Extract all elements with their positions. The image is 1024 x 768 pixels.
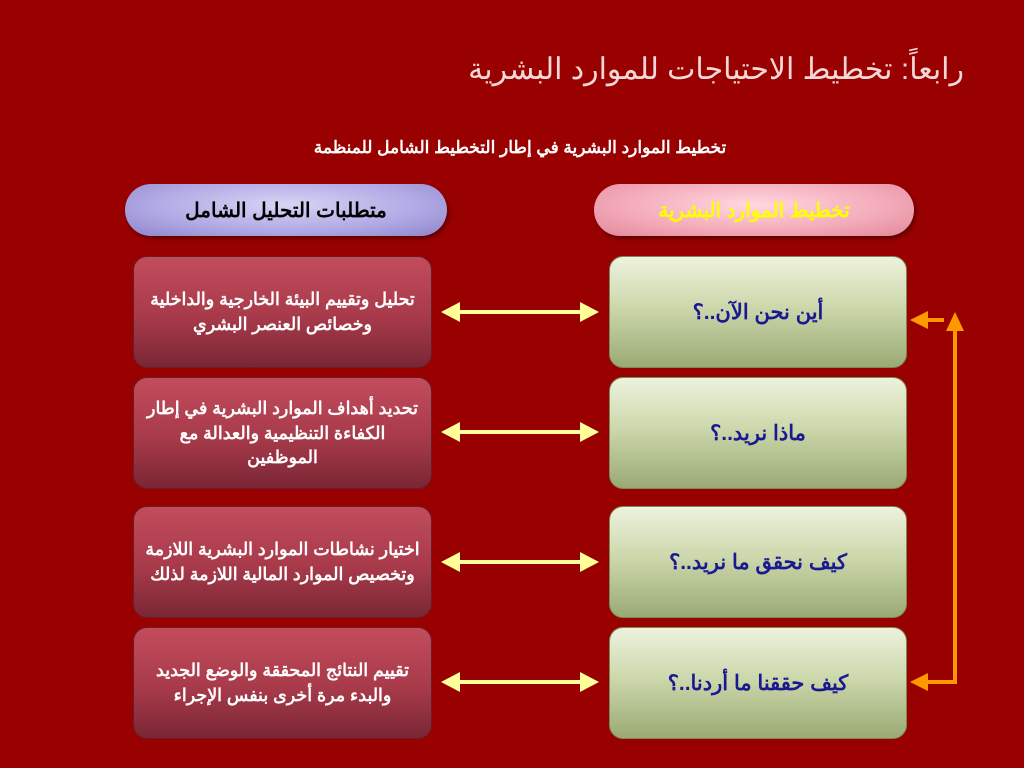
double-arrow-4 [441,672,599,692]
planning-question-box-2: ماذا نريد..؟ [609,377,907,489]
header-comprehensive-analysis: متطلبات التحليل الشامل [125,184,447,236]
double-arrow-2 [441,422,599,442]
slide-title: رابعاً: تخطيط الاحتياجات للموارد البشرية [468,53,964,86]
planning-question-box-1: أين نحن الآن..؟ [609,256,907,368]
header-hr-planning: تخطيط الموارد البشرية [594,184,914,236]
diagram-subtitle: تخطيط الموارد البشرية في إطار التخطيط الشامل للمنظمة [313,138,727,157]
analysis-box-3: اختيار نشاطات الموارد البشرية اللازمة وتخصيص الموارد المالية اللازمة لذلك [133,506,432,618]
planning-question-box-4: كيف حققنا ما أردنا..؟ [609,627,907,739]
double-arrow-3 [441,552,599,572]
analysis-box-4: تقييم النتائج المحققة والوضع الجديد والبدء مرة أخرى بنفس الإجراء [133,627,432,739]
analysis-box-1: تحليل وتقييم البيئة الخارجية والداخلية وخصائص العنصر البشري [133,256,432,368]
double-arrow-1 [441,302,599,322]
planning-question-box-3: كيف نحقق ما نريد..؟ [609,506,907,618]
analysis-box-2: تحديد أهداف الموارد البشرية في إطار الكفاءة التنظيمية والعدالة مع الموظفين [133,377,432,489]
feedback-loop-arrow [910,311,964,691]
